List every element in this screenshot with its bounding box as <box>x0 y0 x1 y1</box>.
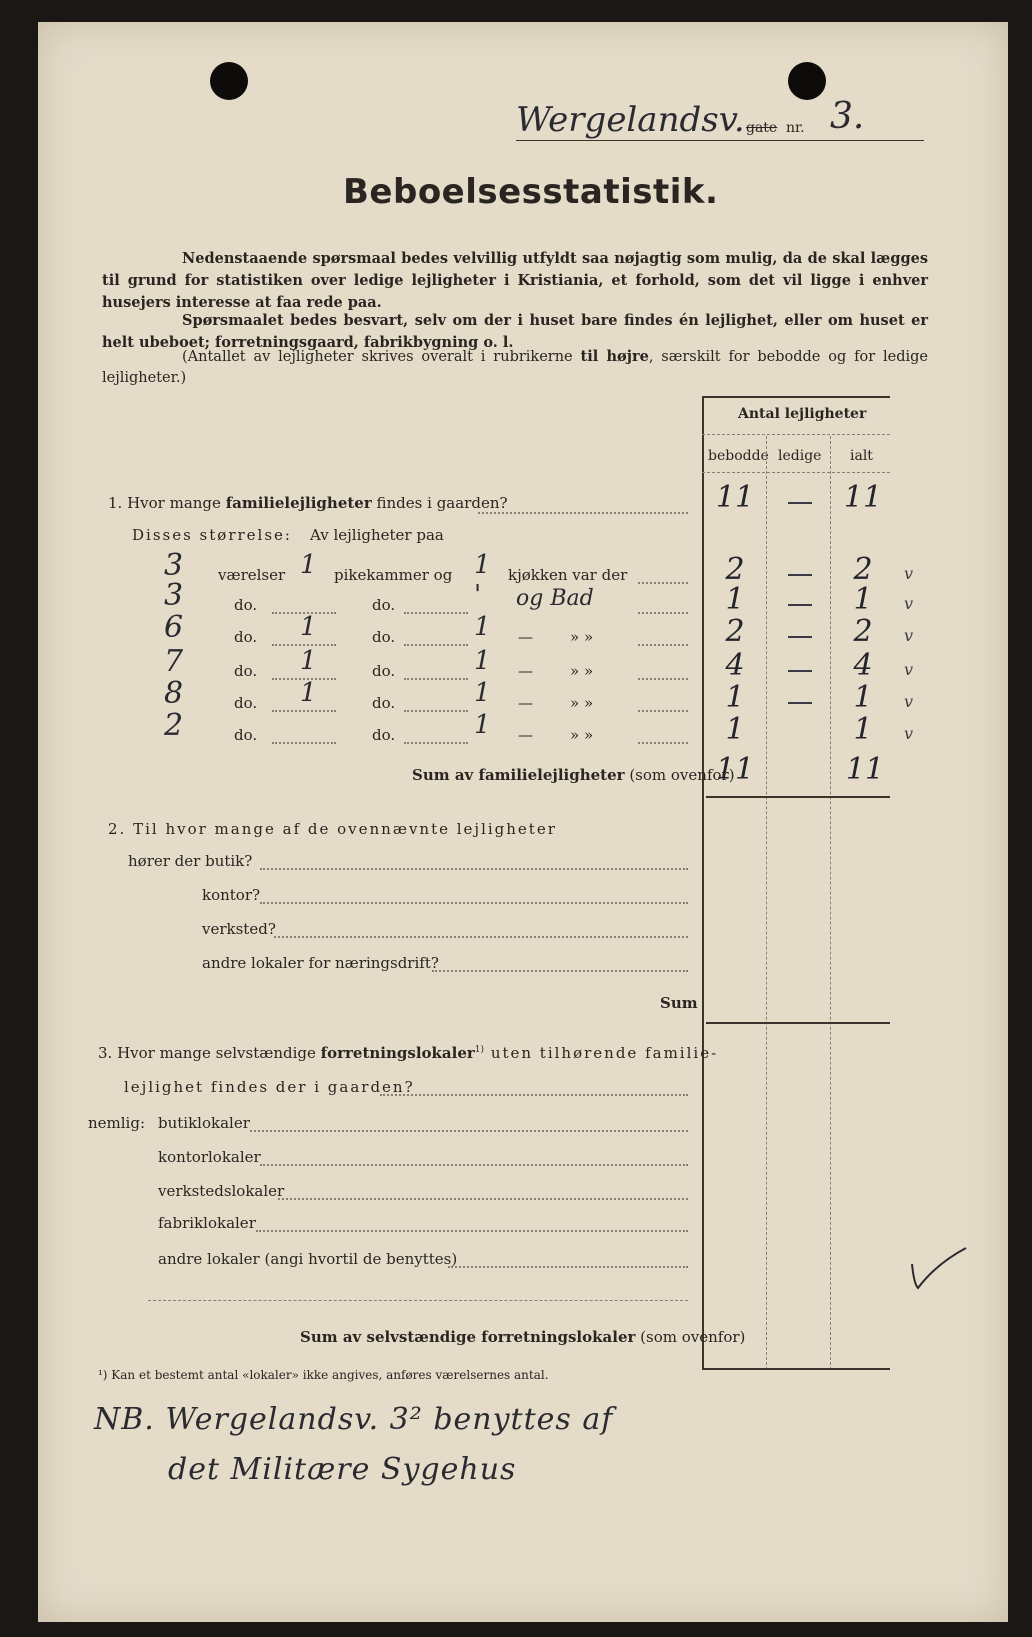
row-ledige-dash <box>788 574 812 576</box>
q3-text <box>98 1044 718 1062</box>
q2-butik-label: hører der butik? <box>128 852 253 870</box>
pike-label: pikekammer og <box>334 566 453 584</box>
row-bebodde-value: 1 <box>725 680 745 715</box>
sizes-sub-label: Av lejligheter paa <box>310 526 444 544</box>
q2-kontor-leader <box>260 902 688 904</box>
q3-sum-post: (som ovenfor) <box>635 1328 746 1346</box>
row-kitchen-ditto: » » <box>570 662 594 680</box>
table-header-title: Antal lejligheter <box>738 406 867 422</box>
row-pike-leader <box>404 612 468 614</box>
footnote: ¹) Kan et bestemt antal «lokaler» ikke angives, anføres værelsernes antal. <box>98 1368 549 1382</box>
row-ialt-value: 2 <box>853 614 873 649</box>
row-kitchen-value: 1 <box>474 710 491 740</box>
row-pike-leader <box>404 644 468 646</box>
row-ledige-dash <box>788 604 812 606</box>
form-page <box>38 22 1008 1622</box>
sum-familie-post: (som ovenfor) <box>624 766 735 784</box>
q3-item-leader <box>250 1130 688 1132</box>
q3-sum-bold: selvstændige forretningslokaler <box>366 1328 636 1346</box>
note-line-1: NB. Wergelandsv. 3² benyttes af <box>94 1402 614 1437</box>
q3-item-label: kontorlokaler <box>158 1148 261 1166</box>
row-rooms-value: 3 <box>164 578 184 613</box>
nr-label: nr. <box>786 120 805 136</box>
row-pike-do: do. <box>372 726 396 744</box>
sum1-rule <box>706 796 890 798</box>
row-rooms-do: do. <box>234 628 258 646</box>
row-kitchen-value: ' <box>474 580 482 610</box>
row-end-leader <box>638 678 688 680</box>
row-kitchen-ditto: » » <box>570 726 594 744</box>
q3-item-leader <box>448 1266 688 1268</box>
row-kitchen-value: 1 <box>474 646 491 676</box>
intro-text-3c: , særskilt for bebodde og for ledige lejligheter.) <box>102 349 928 386</box>
row-pike-do: do. <box>372 662 396 680</box>
q3-item-label: fabriklokaler <box>158 1214 256 1232</box>
q3-text-post: uten tilhørende familie- <box>484 1044 719 1062</box>
row-rooms-do: do. <box>234 726 258 744</box>
row-bebodde-value: 2 <box>725 552 745 587</box>
table-left-rule <box>702 396 704 1370</box>
intro-text-2: Spørsmaalet bedes besvart, selv om der i huset bare findes én lejlighet, eller om huset er helt ubeboet; forretningsgaard, fabrikbygning o. l. <box>102 312 928 351</box>
row-pike-leader <box>404 710 468 712</box>
q2-verksted-leader <box>274 936 688 938</box>
sum2-rule <box>706 1022 890 1024</box>
intro-text-3b: til højre <box>580 348 649 365</box>
row-pike-do: do. <box>372 596 396 614</box>
col-divider-1 <box>766 436 767 1370</box>
table-header-divider <box>702 434 890 435</box>
q1-text-post: findes i gaarden? <box>371 494 508 512</box>
sum-familie-bebodde: 11 <box>715 752 755 787</box>
q3-text-bold: forretningslokaler <box>320 1044 475 1062</box>
intro-text-1: Nedenstaaende spørsmaal bedes velvillig utfyldt saa nøjagtig som mulig, da de skal lægges til grund for statistiken over ledige lejligheter i Kristiania, et forhold, som det vil ligge i enhver husejers interesse at faa rede paa. <box>102 250 928 311</box>
street-name-handwritten: Wergelandsv. <box>516 100 745 140</box>
row-pike-value: 1 <box>300 612 317 642</box>
q3-item-leader <box>278 1198 688 1200</box>
col-bebodde-label: bebodde <box>708 448 769 464</box>
q1-text <box>108 494 508 512</box>
row-pike-value: 1 <box>300 550 317 580</box>
row-rooms-value: 7 <box>164 644 184 679</box>
rooms-label: værelser <box>218 566 286 584</box>
row-rooms-value: 8 <box>164 676 184 711</box>
col-ialt-label: ialt <box>850 448 873 464</box>
row-pike-leader <box>404 678 468 680</box>
q3-item-label: andre lokaler (angi hvortil de benyttes) <box>158 1250 458 1268</box>
row-ialt-value: 4 <box>853 648 873 683</box>
row-check-icon: v <box>904 692 914 711</box>
check-mark-icon <box>906 1244 970 1294</box>
punch-hole-left <box>210 62 248 100</box>
row-kitchen-dash: — <box>518 726 533 744</box>
q1-bebodde-value: 11 <box>715 480 755 515</box>
q3-text-pre: 3. Hvor mange selvstændige <box>98 1044 321 1062</box>
row-rooms-leader <box>272 710 336 712</box>
row-rooms-leader <box>272 742 336 744</box>
row-rooms-do: do. <box>234 694 258 712</box>
q1-ledige-dash <box>788 502 812 504</box>
sum-familie-ialt: 11 <box>845 752 885 787</box>
row-ledige-dash <box>788 636 812 638</box>
q3-line2: lejlighet findes der i gaarden? <box>124 1078 415 1096</box>
sum-familie-bold: Sum av familielejligheter <box>412 766 625 784</box>
q3-item-leader <box>256 1230 688 1232</box>
row-check-icon: v <box>904 626 914 645</box>
row-rooms-do: do. <box>234 662 258 680</box>
row-rooms-value: 6 <box>164 610 184 645</box>
q3-item-label: verkstedslokaler <box>158 1182 285 1200</box>
row-check-icon: v <box>904 594 914 613</box>
row-kitchen-dash: — <box>518 628 533 646</box>
q2-butik-leader <box>260 868 688 870</box>
q3-item-leader <box>260 1164 688 1166</box>
q2-andre-leader <box>432 970 688 972</box>
row-kitchen-value: 1 <box>474 550 491 580</box>
sizes-label: Disses størrelse: <box>132 526 292 544</box>
q1-leader <box>478 512 688 514</box>
page-title: Beboelsesstatistik. <box>343 172 719 212</box>
row-kitchen-ditto: » » <box>570 628 594 646</box>
row-rooms-do: do. <box>234 596 258 614</box>
intro-text-3a: (Antallet av lejligheter skrives overalt i rubrikerne <box>182 349 581 365</box>
bad-note-handwritten: og Bad <box>516 586 594 611</box>
q3-item-label: butiklokaler <box>158 1114 250 1132</box>
q3-line2-leader <box>380 1094 688 1096</box>
row-kitchen-value: 1 <box>474 678 491 708</box>
row-ledige-dash <box>788 702 812 704</box>
q2-sum-label: Sum <box>660 994 698 1012</box>
row-end-leader <box>638 742 688 744</box>
row-ialt-value: 2 <box>853 552 873 587</box>
row-end-leader <box>638 612 688 614</box>
q2-kontor-label: kontor? <box>202 886 261 904</box>
gate-label-struck: gate <box>746 120 778 136</box>
row-bebodde-value: 1 <box>725 712 745 747</box>
q1-ialt-value: 11 <box>843 480 883 515</box>
q3-sum-label <box>300 1328 745 1346</box>
row-bebodde-value: 4 <box>725 648 745 683</box>
row-bebodde-value: 2 <box>725 614 745 649</box>
intro-paragraph-1 <box>102 248 928 314</box>
house-number-handwritten: 3. <box>830 96 865 137</box>
q2-andre-label: andre lokaler for næringsdrift? <box>202 954 439 972</box>
row-check-icon: v <box>904 660 914 679</box>
row-check-icon: v <box>904 724 914 743</box>
table-top-rule <box>702 396 890 398</box>
row-bebodde-value: 1 <box>725 582 745 617</box>
row-end-leader <box>638 710 688 712</box>
q3-sum-pre: Sum av <box>300 1328 367 1346</box>
intro-paragraph-3 <box>102 346 928 389</box>
row-kitchen-ditto: » » <box>570 694 594 712</box>
row-ialt-value: 1 <box>853 582 873 617</box>
row-pike-value: 1 <box>300 646 317 676</box>
row-check-icon: v <box>904 564 914 583</box>
row-kitchen-dash: — <box>518 662 533 680</box>
row-rooms-value: 3 <box>164 548 184 583</box>
row-pike-leader <box>404 742 468 744</box>
row-pike-do: do. <box>372 628 396 646</box>
q3-writing-line <box>148 1300 688 1301</box>
q2-text: 2. Til hvor mange af de ovennævnte lejligheter <box>108 820 557 838</box>
kitchen-label: kjøkken var der <box>508 566 628 584</box>
row-pike-do: do. <box>372 694 396 712</box>
punch-hole-right <box>788 62 826 100</box>
q1-text-bold: familielejligheter <box>225 494 372 512</box>
q1-text-pre: 1. Hvor mange <box>108 494 226 512</box>
table-bottom-rule <box>702 1368 890 1370</box>
row-rooms-value: 2 <box>164 708 184 743</box>
col-ledige-label: ledige <box>778 448 822 464</box>
q2-verksted-label: verksted? <box>202 920 276 938</box>
row-pike-value: 1 <box>300 678 317 708</box>
col-header-bottom <box>702 472 890 473</box>
address-underline <box>516 140 924 141</box>
row-end-leader <box>638 644 688 646</box>
q3-footnote-ref: 1) <box>474 1045 485 1055</box>
row-end-leader <box>638 582 688 584</box>
row-kitchen-dash: — <box>518 694 533 712</box>
sum-familie-label <box>412 766 735 784</box>
note-line-2: det Militære Sygehus <box>168 1452 517 1487</box>
row-kitchen-value: 1 <box>474 612 491 642</box>
row-ialt-value: 1 <box>853 680 873 715</box>
row-ledige-dash <box>788 670 812 672</box>
nemlig-label: nemlig: <box>88 1114 146 1132</box>
row-ialt-value: 1 <box>853 712 873 747</box>
col-divider-2 <box>830 436 831 1370</box>
